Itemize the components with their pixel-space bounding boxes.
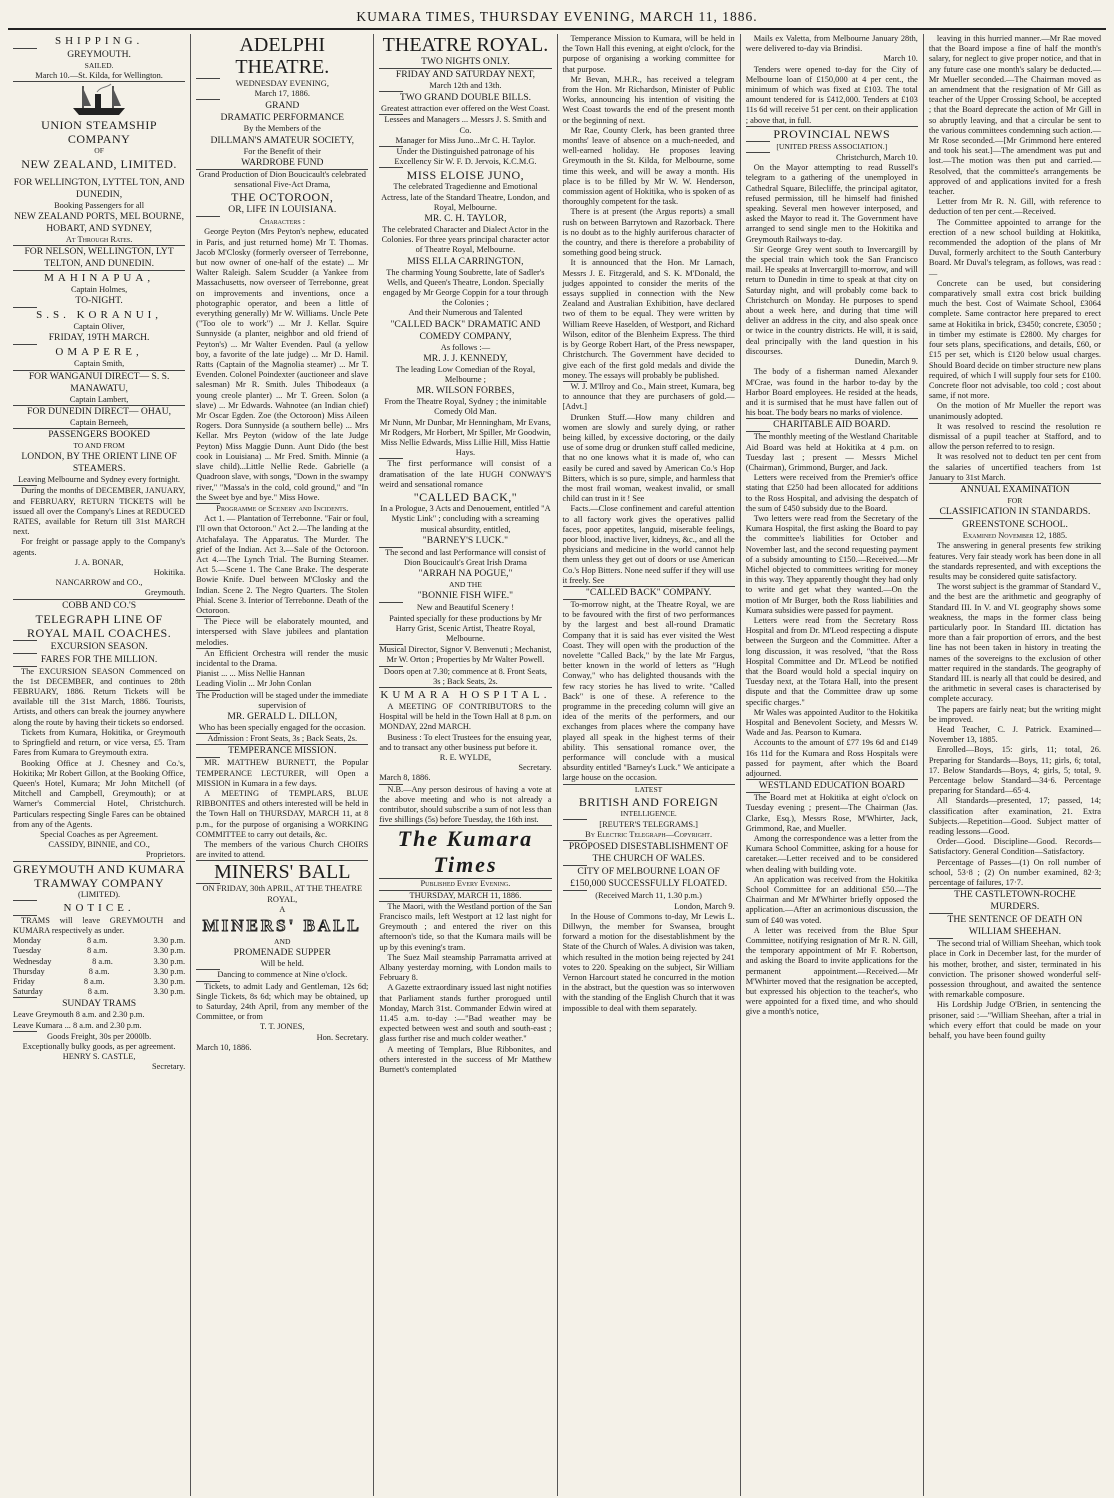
hospital-body: A MEETING OF CONTRIBUTORS to the Hospital will be held in the Town Hall at 8 p.m. on MONDAY, 22nd MARCH. bbox=[379, 701, 552, 732]
characters-heading: Characters : bbox=[259, 217, 306, 227]
castletown-heading: THE CASTLETOWN-ROCHE MURDERS. bbox=[954, 889, 1076, 913]
received-time: (Received March 11, 1.30 p.m.) bbox=[595, 891, 702, 901]
para-7: Drunken Stuff.—How many children and women are slowly and surely dying, or rather being killed, by excessive doctoring, or the daily use of some drug or drunken stuff called medicine, that no one knows what it is made of, who can easily be cured and saved by American Co.'s Hop Bitters, which is so pure, simple, and harmless that the most frail woman, weakest invalid, or small child can trust in it ! See bbox=[562, 412, 735, 504]
society-name: DILLMAN'S AMATEUR SOCIETY, bbox=[210, 134, 355, 146]
jones-name: T. T. JONES, bbox=[260, 1022, 305, 1032]
christchurch-dateline: Christchurch, March 10. bbox=[835, 153, 918, 163]
juno-desc: The celebrated Tragedienne and Emotional Actress, late of the Standard Theatre, London, and Royal, Melbourne. bbox=[381, 182, 550, 212]
loan-heading: CITY OF MELBOURNE LOAN OF £150,000 SUCCESSFULLY FLOATED. bbox=[570, 866, 728, 890]
miners-ball-outline: MINERS' BALL bbox=[202, 916, 362, 936]
column-1 bbox=[8, 34, 190, 1496]
first-performance: The first performance will consist of a dramatisation of the late HUGH CONWAY'S weird and sensational romance bbox=[379, 459, 552, 489]
patronage: Under the Distinguished patronage of his Excellency Sir W. F. D. Jervois, K.C.M.G. bbox=[394, 147, 537, 167]
timetable-day: Wednesday bbox=[13, 956, 52, 966]
two-nights: TWO NIGHTS ONLY. bbox=[421, 56, 510, 67]
benefit-text: For the Benefit of their bbox=[243, 146, 321, 156]
fares-heading: FARES FOR THE MILLION. bbox=[40, 653, 158, 665]
timetable-am: 8 a.m. bbox=[86, 946, 108, 956]
bulky-goods: Exceptionally bulky goods, as per agreement. bbox=[22, 1041, 176, 1051]
para-5: On the motion of Mr Mueller the report was unanimously adopted. bbox=[928, 401, 1102, 421]
march-8-date: March 8, 1886. bbox=[379, 773, 431, 783]
timetable-pm: 3.30 p.m. bbox=[153, 936, 186, 946]
double-bills: TWO GRAND DOUBLE BILLS. bbox=[399, 92, 531, 104]
para-8: Two letters were read from the Secretary of the Kumara Hospital, the first asking the Board to pay the committee's liabilities for October and November last, and the second requesting payment of a subsidy amounting to £150.—Received.—Mr Michel objected to committees writing for money in this way. They apparently thought they had only to write and get what they wanted.—On the motion of Mr Burger, both the Ross liabilities and Kumara subsidies were passed for payment. bbox=[745, 513, 918, 615]
ship-2-when: FRIDAY, 19TH MARCH. bbox=[48, 332, 150, 344]
para-9: Letters were read from the Secretary Ross Hospital and from Dr. M'Leod respecting a dispute between the Surgeon and the Committee. After a long discussion, it was resolved, "that the Ross Hospital Committee and Dr. M'Leod be notified that the Board would hold a special inquiry on Tuesday next, at the Totara Hall, into the present dispute and that the Committee draw up some specific charges." bbox=[745, 615, 918, 707]
para-5: The body of a fisherman named Alexander M'Crae, was found in the harbor to-day by the Harbor Board employees. He resided at the heads, and it is surmised that he must have fallen out of his boat. The body bears no marks of violence. bbox=[745, 367, 918, 418]
united-press-label: [UNITED PRESS ASSOCIATION.] bbox=[776, 141, 888, 151]
special-coaches: Special Coaches as per Agreement. bbox=[40, 829, 159, 839]
taylor-desc: The celebrated Character and Dialect Actor in the Colonies. For three years principal character actor of Theatre Royal, Melbourne. bbox=[381, 225, 550, 255]
miners-date: ON FRIDAY, 30th APRIL, AT THE THEATRE ROYAL, bbox=[202, 884, 363, 904]
promenade-supper: PROMENADE SUPPER bbox=[233, 947, 331, 959]
column-3 bbox=[373, 34, 556, 1496]
dunedin-route: FOR DUNEDIN DIRECT— OHAU, bbox=[27, 405, 172, 417]
juno-name: MISS ELOISE JUNO, bbox=[406, 168, 525, 183]
column-6 bbox=[923, 34, 1106, 1496]
kennedy-desc: The leading Low Comedian of the Royal, Melbourne ; bbox=[395, 364, 536, 385]
leaving-text: Leaving Melbourne and Sydney every fortnight. bbox=[18, 475, 181, 485]
dunedin-captain: Captain Berneeh, bbox=[70, 417, 129, 427]
taylor-name: MR. C. H. TAYLOR, bbox=[424, 213, 507, 225]
para-12: The Board met at Hokitika at eight o'clock on Tuesday evening ; present—The Chairman (Jas. Clarke, Esq.), Messrs Rose, M'Whirter, Jack, Grimmond, Rae, and Mueller. bbox=[745, 793, 918, 833]
agent-1: J. A. BONAR, bbox=[74, 557, 124, 567]
violin: Leading Violin ... Mr John Conlan bbox=[196, 679, 312, 689]
nb-text: N.B.—Any person desirous of having a vote at the above meeting and who is not already a contributor, should subscribe a sum of not less than five shillings (5s) before Tuesday, the 16th inst. bbox=[379, 784, 552, 825]
intelligence-label: INTELLIGENCE. bbox=[620, 808, 677, 818]
union-company-title: UNION STEAMSHIP COMPANY bbox=[41, 118, 157, 147]
louisiana-subtitle: OR, LIFE IN LOUISIANA. bbox=[228, 204, 337, 216]
para-2: Letter from Mr R. N. Gill, with reference to deduction of ten per cent.—Received. bbox=[928, 197, 1102, 217]
ship-1-captain: Captain Holmes, bbox=[70, 285, 128, 295]
timetable-pm: 3.30 p.m. bbox=[153, 966, 186, 976]
para-8: The answering in general presents few striking features. Very fair steady work has been done in all the standards represented, and with exceptions the results may be considered quite satisfactory. bbox=[928, 541, 1102, 581]
proprietors: Proprietors. bbox=[145, 850, 186, 860]
timetable-row bbox=[13, 967, 185, 977]
timetable-day: Saturday bbox=[13, 987, 43, 997]
copyright-label: By Electric Telegraph—Copyright. bbox=[585, 830, 713, 840]
classification-heading: CLASSIFICATION IN STANDARDS. bbox=[939, 506, 1091, 518]
para-2: Tenders were opened to-day for the City of Melbourne loan of £150,000 at 4 per cent., the minimum of which was fixed at £103. The total amount tendered for is £412,000. Tenders at £103 11s 6d will receive 51 per cent. on their application ; above that, in full. bbox=[745, 64, 918, 125]
notice-heading: NOTICE. bbox=[63, 901, 135, 914]
timetable-am: 8 a.m. bbox=[83, 976, 105, 986]
timetable-pm: 3.30 p.m. bbox=[153, 956, 186, 966]
steamship-icon bbox=[13, 82, 185, 118]
sunday-trams-2: Leave Kumara ... 8 a.m. and 2.30 p.m. bbox=[13, 1020, 142, 1030]
timetable-day: Tuesday bbox=[13, 946, 42, 956]
latest-label: LATEST bbox=[634, 784, 663, 794]
para-3: On the Mayor attempting to read Russell's telegram to a gathering of the unemployed in Cathedral Square, Bilecliffe, the principal agitator, refused permission, till he himself had finished speaking. Several men however interposed, and asked the Mayor to read it. The Government have arranged to send single men to the Hokitika and Greymouth Railways to-day. bbox=[745, 163, 918, 244]
cast-list: Mr Nunn, Mr Dunbar, Mr Henningham, Mr Evans, Mr Rodgers, Mr Horbert, Mr Spiller, Mr Goodwin, Miss Nellie Edwards, Miss Lillie Hill, Miss Hattie Hays. bbox=[379, 417, 551, 458]
arrah-na-pogue: "ARRAH NA POGUE," bbox=[418, 568, 513, 580]
production-text: Grand Production of Dion Boucicault's celebrated sensational Five-Act Drama, bbox=[198, 169, 366, 190]
timetable-am: 8 a.m. bbox=[87, 987, 109, 997]
excursion-heading: EXCURSION SEASON. bbox=[50, 640, 148, 652]
booking-text: Booking Passengers for all bbox=[54, 200, 145, 210]
sunday-trams-1: Leave Greymouth 8 a.m. and 2.30 p.m. bbox=[13, 1010, 145, 1020]
scenery-text: New and Beautiful Scenery ! bbox=[416, 603, 515, 613]
para-10: The papers are fairly neat; but the writing might be improved. bbox=[928, 704, 1102, 724]
doors-text: Doors open at 7.30; commence at 8. Front Seats, 3s ; Back Seats, 2s. bbox=[383, 666, 547, 686]
para-7: It was resolved not to deduct ten per cent from the salaries of uncertified teachers from 1st January to 31st March. bbox=[928, 452, 1102, 482]
orchestra-text: An Efficient Orchestra will render the music incidental to the Drama. bbox=[196, 648, 369, 668]
adelphi-title: ADELPHI THEATRE. bbox=[235, 34, 330, 78]
tram-timetable bbox=[13, 936, 185, 997]
timetable-day: Monday bbox=[13, 936, 41, 946]
para-10: Mr Wales was appointed Auditor to the Hokitika Hospital and Benevolent Society, and Messrs W. Wade and Jas. Pearson to Kumara. bbox=[745, 707, 918, 738]
agent-2-location: Greymouth. bbox=[144, 588, 186, 598]
news-4: A meeting of Templars, Blue Ribbonites, and others interested in the success of Mr Matthew Burnett's contemplated bbox=[379, 1044, 552, 1075]
carrington-desc: The charming Young Soubrette, late of Sadler's Wells, and Queen's Theatre, London. Specially engaged by Mr George Coppin for a tour through the Colonies ; bbox=[382, 267, 549, 308]
timetable-pm: 3.30 p.m. bbox=[153, 946, 186, 956]
temperance-heading: TEMPERANCE MISSION. bbox=[228, 745, 337, 757]
theatre-dates: March 12th and 13th. bbox=[429, 81, 502, 90]
dancing-text: Dancing to commence at Nine o'clock. bbox=[217, 970, 348, 980]
para-5: It is announced that the Hon. Mr Larnach, Messrs J. E. Fitzgerald, and S. K. M'Donald, the judges appointed to consider the merits of the essays supplied in connection with the New Zealand and Australian Exhibition, have declared two of them to be equal. They were written by William Reeve Haselden, of Westport, and Richard Wilson, editor of the Blenheim Express. The third is by George Robert Hart, of the Press newspaper, Christchurch. The Government have decided to give each of the first gold medals and divide the money. The essays will probably be published. bbox=[562, 258, 735, 380]
company-name: "CALLED BACK" DRAMATIC AND COMEDY COMPANY, bbox=[390, 318, 541, 342]
miners-ball-title: MINERS' BALL bbox=[214, 861, 351, 884]
para-4: Sir George Grey went south to Invercargill by the special train which took the San Francisco mail. He speaks at Invercargill to-morrow, and will return to Dunedin in time to speak at that city on Saturday night, and will probably come back to Christchurch on Monday. He purposes to spend about a week here, and during that time will deliver an address in the city, and also speak once or twice in the country districts. He will, it is said, deal principally with the land question in his discourses. bbox=[745, 244, 918, 356]
para-6: The monthly meeting of the Westland Charitable Aid Board was held at Hokitika at 4 p.m. on Tuesday last ; present — Messrs Michel (Chairman), Grimmond, Burger, and Jack. bbox=[745, 432, 918, 472]
para-3: Mr Rae, County Clerk, has been granted three months' leave of absence on a much-needed, and well-earned holiday. He proposes leaving Greymouth in the St. Kilda, for Melbourne, some time this week, and will be away a month. His place is to be filled by Mr W. W. Henderson, commission agent of Hokitika, who is spoken of as thoroughly competent for the task. bbox=[562, 125, 735, 207]
kennedy-name: MR. J. J. KENNEDY, bbox=[423, 352, 508, 364]
kumara-times-nameplate: The Kumara Times bbox=[397, 826, 534, 878]
telegraph-line-title: TELEGRAPH LINE OF ROYAL MAIL COACHES. bbox=[26, 611, 172, 640]
by-members: By the Members of the bbox=[243, 124, 321, 134]
engaged-text: Who has been specially engaged for the occasion. bbox=[198, 722, 366, 732]
timetable-day: Thursday bbox=[13, 966, 45, 976]
wanganui-captain: Captain Lambert, bbox=[69, 394, 129, 404]
timetable-row bbox=[13, 987, 185, 997]
london-route: LONDON, BY THE ORIENT LINE OF STEAMERS. bbox=[21, 451, 177, 475]
para-6: It was resolved to rescind the resolution re dismissal of a pupil teacher at Stafford, and to allow the person referred to to resign. bbox=[928, 421, 1102, 452]
para-14: An application was received from the Hokitika School Committee for an additional £50.—The Chairman and Mr M'Whirter briefly opposed the application.—After an acrimonious discussion, the sum of £40 was voted. bbox=[745, 874, 918, 925]
examined-date: Examined November 12, 1885. bbox=[962, 531, 1068, 541]
timetable-am: 8 a.m. bbox=[88, 966, 110, 976]
column-2 bbox=[190, 34, 373, 1496]
excursion-body-1: The EXCURSION SEASON Commenced on the 1st DECEMBER, and continues to 28th FEBRUARY, 1886. Return Tickets will be available till the 31st March, 1886. Tourists, Artists, and others can break the journey anywhere along the route by having their tickets so endorsed. bbox=[13, 666, 186, 727]
route-2: FOR NELSON, WELLINGTON, LYT TELTON, AND DUNEDIN. bbox=[24, 246, 174, 270]
news-3: A Gazette extraordinary issued last night notifies that Parliament stands further prorogued until Monday, March 31st. Commander Edwin wired at 11.45 a.m. to-day :—"Bad weather may be expected between west and south and south-east ; glass further rise and much colder weather." bbox=[379, 983, 552, 1044]
templars-text: A MEETING of TEMPLARS, BLUE RIBBONITES and others interested will be held in the Town Hall on THURSDAY, MARCH 11, at 8 p.m., for the purpose of organising a WORKING COMMITTEE to carry out details, &c. bbox=[196, 788, 369, 839]
tickets-text: Tickets, to admit Lady and Gentleman, 12s 6d; Single Tickets, 8s 6d; which may be obtained, up to Saturday, 24th April, from any member of the Committee, or from bbox=[196, 981, 369, 1022]
para-4: There is at present (the Argus reports) a small rush on between Barrytown and Razorback. There is no doubt as to the highly auriferous character of the country, and there is therefore a probability of something good being struck. bbox=[562, 207, 735, 258]
carrington-name: MISS ELLA CARRINGTON, bbox=[407, 255, 524, 267]
tramway-limited: (LIMITED). bbox=[78, 889, 121, 899]
column-4 bbox=[557, 34, 740, 1496]
para-11: Accounts to the amount of £77 19s 6d and £149 16s 11d for the Kumara and Ross Hospitals were passed for payment, after which the Board adjourned. bbox=[745, 738, 918, 779]
para-14: The second trial of William Sheehan, which took place in Cork in December last, for the murder of his mother, brother, and sister, terminated in his conviction. The prisoner showed wonderful self-possession throughout, and awaited the sentence with remarkable composure. bbox=[928, 939, 1102, 1000]
school-grades: Order—Good. Discipline—Good. Records—Satisfactory. General Condition—Satisfactory. bbox=[928, 837, 1102, 857]
news-1: The Maori, with the Westland portion of the San Francisco mails, left Westport at 12 last night for Greymouth ; and entered the river on this afternoon's tide, so that the Kumara mails will be up by this evening's tram. bbox=[379, 901, 552, 952]
greenstone-heading: GREENSTONE SCHOOL. bbox=[961, 519, 1068, 531]
westland-education-heading: WESTLAND EDUCATION BOARD bbox=[758, 780, 905, 792]
para-3: The Committee appointed to arrange for the erection of a new school building at Hokitika, recommended the adoption of the plans of Mr Duval, formerly architect to the South Canterbury Board. Mr Duval's telegram, as follows, was read :— bbox=[928, 217, 1102, 278]
ship-2-captain: Captain Oliver, bbox=[73, 322, 125, 332]
hospital-title: KUMARA HOSPITAL. bbox=[380, 688, 551, 701]
adelphi-day: WEDNESDAY EVENING, bbox=[235, 79, 329, 88]
route-1: FOR WELLINGTON, LYTTEL TON, AND DUNEDIN, bbox=[13, 176, 185, 200]
hon-secretary: Hon. Secretary. bbox=[316, 1032, 369, 1042]
painted-text: Painted specially for these productions by Mr Harry Grist, Scenic Artist, Theatre Royal, Melbourne. bbox=[389, 613, 542, 643]
for-label: FOR bbox=[1007, 495, 1023, 505]
para-1: leaving in this hurried manner.—Mr Rae moved that the Board impose a fine of half the month's salary, for neglect to give proper notice, and that in any future case one month's salary be deducted.—Mr Mueller seconded.—The Chairman moved as an amendment that the resignation of Mr Gill as teacher of the Upper Crossing School, be accepted ; that the Board deprecate the action of Mr Gill in so abruptly leaving, and that a circular be sent to the various committees condemning such action.—Mr Rose seconded.—[Mr Grimmond here entered and took his seat.]—The amendment was put and lost.—The motion was then put and carried.—Resolved, that the committee's arrangements be approved of and applications invited for a fresh teacher. bbox=[928, 34, 1102, 197]
will-be-held: Will be held. bbox=[260, 959, 304, 969]
para-8: Facts.—Close confinement and careful attention to all factory work gives the operatives pallid faces, poor appetites, languid, miserable feelings, poor blood, inactive liver, kidneys, &c., and all the physicians and medicine in the world cannot help them unless they get out of doors or use American Co.'s Hop Bitters. None need suffer if they will use it freely. See bbox=[562, 504, 735, 585]
as-follows: As follows :— bbox=[440, 342, 491, 352]
director-text: Musical Director, Signor V. Benvenuti ; Mechanist, Mr W. Orton ; Properties by Mr Walter Powell. bbox=[379, 645, 552, 665]
school-stats: Enrolled—Boys, 15: girls, 11; total, 26. Preparing for Standards—Boys, 11; girls, 6; total, 17. Below Standards—Boys, 4; girls, 5; total, 9. Percentage below Standard—34·6. Percentage preparing for Standard—65·4. bbox=[928, 745, 1102, 796]
wylde-name: R. E. WYLDE, bbox=[439, 752, 492, 762]
london-dateline: London, March 9. bbox=[674, 901, 735, 911]
greymouth-heading: GREYMOUTH. bbox=[67, 49, 131, 60]
through-rates: At Through Rates. bbox=[65, 234, 133, 244]
grand: GRAND bbox=[265, 100, 300, 112]
union-of: OF bbox=[94, 146, 104, 156]
para-9: To-morrow night, at the Theatre Royal, we are to be favoured with the first of two performances by the largest and best all-round Dramatic Company that it is said has ever visited the West Coast. They will open with the production of the novelette "Called Back," by the late Mr Fargus, better known in the world of letters as "Hugh Conway," who has delighted thousands with the few racy stories he has lived to write. "Called Back" is one of these. A reference to the programme in the preceding column will give an idea of the merits of the performers, and our exchanges from places where the company have played all speak in the highest terms of their ability. This sensational romance over, the performance will conclude with a musical absurdity entitled "Barney's Luck." We anticipate a large house on the occasion. bbox=[562, 599, 735, 783]
irish-drama: Dion Boucicault's Great Irish Drama bbox=[403, 557, 527, 567]
wanganui-route: FOR WANGANUI DIRECT— S. S. MANAWATU, bbox=[28, 370, 170, 394]
forbes-name: MR. WILSON FORBES, bbox=[416, 385, 515, 397]
letter-a: A bbox=[279, 904, 286, 914]
sailed-line: March 10.—St. Kilda, for Wellington. bbox=[35, 71, 163, 81]
wardrobe-fund: WARDROBE FUND bbox=[241, 156, 324, 168]
bonnie-fish-wife: "BONNIE FISH WIFE." bbox=[417, 590, 514, 602]
cobb-heading: COBB AND CO.'S bbox=[62, 599, 137, 611]
timetable-am: 8 a.m. bbox=[92, 956, 113, 966]
manager: Manager for Miss Juno...Mr C. H. Taylor. bbox=[395, 135, 536, 145]
para-6: W. J. M'Ilroy and Co., Main street, Kumara, beg to announce that they are purchasers of gold.—[Advt.] bbox=[562, 381, 735, 412]
ship-2-name: S.S. KORANUI, bbox=[36, 309, 163, 322]
sentence-heading: THE SENTENCE OF DEATH ON WILLIAM SHEEHAN. bbox=[947, 914, 1083, 938]
proposed-heading: PROPOSED DISESTABLISHMENT OF THE CHURCH OF WALES. bbox=[568, 841, 729, 865]
return-tickets-text: During the months of DECEMBER, JANUARY, and FEBRUARY, RETURN TICKETS will be issued all over the Company's Lines at REDUCED RATES, available for Return till 31st MARCH next. bbox=[13, 486, 186, 537]
ship-3-captain: Captain Smith, bbox=[73, 359, 125, 369]
piece-text: The Piece will be elaborately mounted, and interspersed with Slave jubilees and plantation melodies. bbox=[196, 617, 369, 647]
para-7: Letters were received from the Premier's office stating that £250 had been allocated for additions to the Ross Hospital, and advising the despatch of the sum of £450 subsidy due to the Board. bbox=[745, 473, 918, 513]
pianist: Pianist ... ... Miss Nellie Hannan bbox=[196, 669, 305, 679]
forbes-desc: From the Theatre Royal, Sydney ; the inimitable Comedy Old Man. bbox=[384, 397, 547, 417]
staged-text: The Production will be staged under the immediate supervision of bbox=[196, 690, 368, 710]
passengers-booked: PASSENGERS BOOKED bbox=[48, 429, 150, 441]
columns bbox=[8, 34, 1106, 1496]
dillon-name: MR. GERALD L. DILLON, bbox=[227, 710, 338, 722]
programme-text: Act 1. — Plantation of Terrebonne. "Fair or foul, I'll own that Octoroon." Act 2.—The landing at the Atchafalaya. The Apparatus. The Murder. The grief of the Indian. Act 3.—Sale of the Octoroon. Act 4.—The Lynch Trial. The Burning Steamer. Act 5.—Scene 1. The Cane Brake. The desperate Bowie Knife. Duel between M'Closky and the Indian. Scene 2. The Negro Quarters. The Stolen Phial. Scene 3. Interior of Terrebonne. Death of the Octoroon. bbox=[196, 514, 369, 615]
agent-2: NANCARROW and CO., bbox=[55, 578, 143, 588]
freight-text: For freight or passage apply to the Company's agents. bbox=[13, 537, 186, 557]
dramatic-performance: DRAMATIC PERFORMANCE bbox=[220, 112, 344, 124]
provincial-news-heading: PROVINCIAL NEWS bbox=[773, 126, 891, 141]
para-4: Concrete can be used, but considering comparatively small extra cost brick building much the best. Cost of Waimate School, £3064 complete. Same contractor here prepared to erect same at Hokitika in brick, £3450; concrete, £3050 ; in timber my estimate is £2800. My charges for four sets plans, specifications, and details, £60, or £15 per set, which is £120 below usual charges. Should Board decide on timber structure new plans required, of which I will supply four sets for £100. Concrete floor not advisable, too cold ; cost about same, if not more. bbox=[928, 278, 1102, 401]
shipping-title: SHIPPING. bbox=[54, 35, 144, 47]
and-their: And their Numerous and Talented bbox=[408, 308, 523, 318]
timetable-pm: 3.30 p.m. bbox=[153, 976, 186, 986]
timetable-row bbox=[13, 936, 185, 946]
goods-freight: Goods Freight, 30s per 2000lb. bbox=[46, 1031, 152, 1041]
para-9: The worst subject is the grammar of Standard V., and the best are the arithmetic and geography of Standard III. In V. and VI. geography shows some weakness, the maps in the former class being particularly poor. In Standard III. dictation has more than a fair proportion of errors, and the best line has not been taken in history in treating the names of the sovereigns to the exclusion of other matter required in the standards. The geography of Standard III. is nearly all that could be desired, and the arithmetic in several cases is characterised by complete accuracy. bbox=[928, 582, 1102, 704]
para-11: Head Teacher, C. J. Patrick. Examined—November 13, 1885. bbox=[928, 725, 1102, 745]
tramway-title: GREYMOUTH AND KUMARA TRAMWAY COMPANY bbox=[13, 861, 185, 890]
timetable-row bbox=[13, 957, 185, 967]
second-performance: The second and last Performance will consist of bbox=[385, 547, 546, 557]
adelphi-date: March 17, 1886. bbox=[254, 89, 310, 99]
march-10-dateline: March 10. bbox=[883, 54, 918, 64]
theatre-royal-title: THEATRE ROYAL. bbox=[382, 34, 549, 56]
timetable-pm: 3.30 p.m. bbox=[153, 987, 186, 997]
para-15: His Lordship Judge O'Brien, in sentencing the prisoner, said :—"William Sheehan, after a trial in which every effort that could be made on your behalf, you have been found guilty bbox=[928, 1000, 1102, 1041]
trams-leave-text: TRAMS will leave GREYMOUTH and KUMARA respectively as under. bbox=[13, 915, 186, 935]
called-back-title: "CALLED BACK," bbox=[413, 490, 518, 505]
castle-secretary: Secretary. bbox=[152, 1062, 186, 1072]
programme-heading: Programme of Scenery and Incidents. bbox=[216, 503, 349, 513]
burnett-text: MR. MATTHEW BURNETT, the Popular TEMPERANCE LECTURER, will Open a MISSION in Kumara in a few days. bbox=[196, 758, 369, 788]
fri-sat: FRIDAY AND SATURDAY NEXT, bbox=[395, 69, 535, 80]
cassidy-name: CASSIDY, BINNIE, and CO., bbox=[48, 840, 150, 850]
choirs-text: The members of the various Church CHOIRS are invited to attend. bbox=[196, 840, 369, 860]
issue-date: THURSDAY, MARCH 11, 1886. bbox=[409, 890, 522, 900]
and-label: AND bbox=[274, 937, 291, 947]
greatest-attraction: Greatest attraction ever offered on the West Coast. bbox=[381, 104, 550, 114]
ship-3-name: OMAPERE, bbox=[55, 346, 143, 359]
prologue-text: In a Prologue, 3 Acts and Denouement, entitled "A Mystic Link" ; concluding with a screaming musical absurdity, entitled, bbox=[380, 504, 551, 534]
para-15: A letter was received from the Blue Spur Committee, notifying resignation of Mr R. N. Gill, the temporary appointment of Mr F. Robertson, and asking the Board to invite applications for the permanent appointment.—Received.—Mr M'Whirter moved that the resignation be accepted, but expressed his objection to the teacher's, who were appointed for a fixed time, and who should give a month's notice, bbox=[745, 925, 918, 1017]
para-13: Percentage of Passes—(1) On roll number of school, 53·8 ; (2) On number examined, 82·3; percentage of failures, 17·7. bbox=[928, 857, 1102, 888]
british-foreign: BRITISH AND FOREIGN bbox=[578, 794, 719, 809]
ports-text: NEW ZEALAND PORTS, MEL BOURNE, HOBART, AND SYDNEY, bbox=[14, 210, 185, 234]
column-5 bbox=[740, 34, 923, 1496]
para-1: Mails ex Valetta, from Melbourne January 28th, were delivered to-day via Brindisi. bbox=[745, 34, 918, 54]
published-every-evening: Published Every Evening. bbox=[420, 879, 511, 889]
castle-name: HENRY S. CASTLE, bbox=[62, 1052, 136, 1062]
para-10: In the House of Commons to-day, Mr Lewis L. Dillwyn, the member for Swansea, brought forward a motion for the disestablishment by the State of the Church of Wales. A division was taken, which resulted in the motion being rejected by 241 votes to 220. Speaking on the subject, Sir William Vernon Harcourt stated he concurred in the motion in the abstract, but the question was so interwoven with the standing of the English Church that it was impossible to deal with them separately. bbox=[562, 911, 735, 1013]
to-from: TO AND FROM bbox=[73, 441, 125, 451]
and-the: AND THE bbox=[448, 580, 482, 590]
march-10-date: March 10, 1886. bbox=[196, 1042, 252, 1052]
ship-1-when: TO-NIGHT. bbox=[75, 295, 123, 307]
para-1: Temperance Mission to Kumara, will be held in the Town Hall this evening, at eight o'clock, for the purpose of organising a working committee for that purpose. bbox=[562, 34, 735, 74]
annual-exam-heading: ANNUAL EXAMINATION bbox=[960, 483, 1070, 495]
union-nz: NEW ZEALAND, LIMITED. bbox=[21, 156, 177, 171]
called-back-company-heading: "CALLED BACK" COMPANY. bbox=[585, 586, 712, 598]
excursion-body-2: Tickets from Kumara, Hokitika, or Greymouth to Springfield and return, or vice versa, £5. Tram Fares from Kumara to Greymouth extra. bbox=[13, 727, 186, 758]
charitable-aid-heading: CHARITABLE AID BOARD. bbox=[773, 419, 891, 431]
ship-1-name: MAHINAPUA, bbox=[44, 272, 155, 285]
lessees: Lessees and Managers ... Messrs J. S. Smith and Co. bbox=[384, 115, 547, 135]
admission-text: Admission : Front Seats, 3s ; Back Seats, 2s. bbox=[207, 734, 358, 744]
timetable-day: Friday bbox=[13, 976, 35, 986]
excursion-body-3: Booking Office at J. Chesney and Co.'s, Hokitika; Mr Robert Gillon, at the Booking Office, Queen's Hotel, Kumara; Mr John Mitchell (of Mitchell and Campbell, Greymouth); or at Warner's Commercial Hotel, Christchurch. Particulars respecting Single Fares can be obtained from any of the Agents. bbox=[13, 758, 186, 829]
octoroon-title: THE OCTOROON, bbox=[231, 190, 334, 205]
dunedin-dateline: Dunedin, March 9. bbox=[854, 357, 918, 367]
timetable-row bbox=[13, 946, 185, 956]
sunday-trams-heading: SUNDAY TRAMS bbox=[62, 998, 137, 1010]
reuters-label: [REUTER'S TELEGRAMS.] bbox=[599, 820, 698, 830]
timetable-am: 8 a.m. bbox=[86, 936, 108, 946]
news-2: The Suez Mail steamship Parramatta arrived at Albany yesterday morning, with London mails to February 8. bbox=[379, 952, 552, 983]
masthead: KUMARA TIMES, THURSDAY EVENING, MARCH 11, 1886. bbox=[8, 6, 1106, 30]
agent-1-location: Hokitika. bbox=[153, 568, 186, 578]
para-2: Mr Bevan, M.H.R., has received a telegram from the Hon. Mr Richardson, Minister of Public Works, announcing his intention of visiting the West Coast towards the end of the present month or the beginning of next. bbox=[562, 74, 735, 125]
sailed-label: SAILED. bbox=[84, 61, 114, 70]
barneys-luck: "BARNEY'S LUCK." bbox=[422, 534, 509, 546]
hospital-business: Business : To elect Trustees for the ensuing year, and to transact any other business put before it. bbox=[379, 732, 552, 752]
wylde-title: Secretary. bbox=[518, 763, 552, 773]
para-12: All Standards—presented, 17; passed, 14; classification after examination, 21. Extra Subjects.—Repetition—Good. Subject matter of reading lessons—Good. bbox=[928, 796, 1102, 837]
characters-list: George Peyton (Mrs Peyton's nephew, educated in Paris, and just returned home) Mr T. Thomas. Jacob M'Closky (formerly overseer of Terrebonne, but now owner of one-half of the estate) ... Mr Walter Raleigh. Salem Scudder (a Yankee from Massachusetts, now overseer of Terrebonne, great on improvements and inventions, once a photographic operator, and been a little of everything generally) Mr W. Williams. Uncle Pete ("Too ole to work") ... Mr J. Kellar. Squire Sunnyside (a planter, neighbor and old friend of Peyton's) ... Mr Walter Evenden. Paul (a yellow boy, a favorite of the late judge) ... Mr D. Hamil. Ratts (Captain of the Magnolia steamer) ... Mr T. Evenden. Colonel Poindexter (auctioneer and slave salesman) Mr R. Smith. Jules Thibodeaux (a young creole planter) ... Mr T. Green. Solon (a slave) ... Mr Edwards. Wahnotee (an Indian chief) Mr Oscar Egden. Zoe (the Octoroon) Miss Aileen Rogers. Dora Sunnyside (a southern belle) ... Mrs Kellar. Mrs Peyton (widow of the late Judge Peyton) Miss Maggie Dunn. Aunt Dido (the best cook in Louisiana) ... Mr Fred. Smith. Minnie (a slave child)...Little Nellie Rede. Gabrielle (a Quadroon slave, with songs, "Down in the swampy river," "Massa's in the cold, cold ground," and "In the Sweet bye and bye." Miss Howe. bbox=[196, 227, 369, 502]
timetable-row bbox=[13, 977, 185, 987]
para-13: Among the correspondence was a letter from the Kumara School Committee, asking for a house for caretaker.—Letter received and to be considered when dealing with building vote. bbox=[745, 834, 918, 874]
